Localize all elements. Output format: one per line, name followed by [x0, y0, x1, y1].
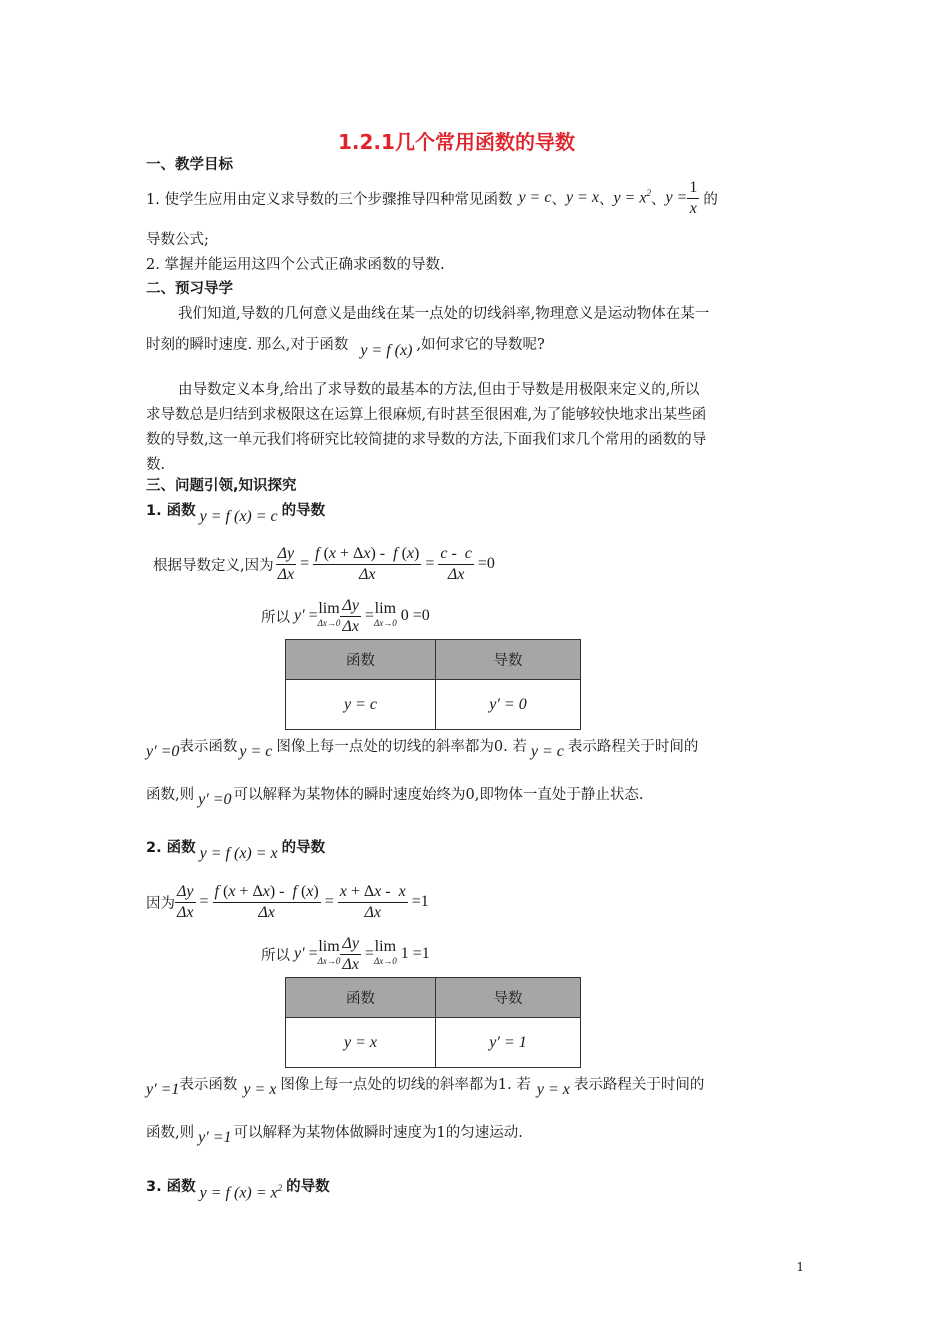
table-row — [286, 680, 581, 730]
formula-fx-x: y = f (x) = x — [199, 845, 278, 862]
fraction-dy-dx-limit: $\frac{\Delta y}{\Delta x}$ — [342, 596, 359, 635]
table-cell-function: y = x — [286, 1018, 436, 1068]
page-number: 1 — [796, 1260, 804, 1274]
q1-limit: 所以 y′ = lim Δx→0 $\frac{\Delta y}{\Delta x}$ = lim Δx→0 0 =0 — [261, 596, 430, 635]
formula-fraction-1-over-x: $\frac{1}{x}$ — [689, 178, 698, 217]
q2-derivative-table — [285, 977, 581, 1068]
limit-operator: lim Δx→0 — [317, 938, 341, 966]
table-header-function: 函数 — [286, 978, 436, 1018]
fraction-x-dx-minus-x: $\frac{x + \Delta x - x}{\Delta x}$ — [339, 882, 406, 921]
question-3-heading: 3. 函数 y = f $(x) = x^2$ 的导数 — [146, 1178, 330, 1202]
objective-item-1: 1. 使学生应用由定义求导数的三个步骤推导四种常见函数 y = c 、 y = x 、 $y = x^2$ 、 y = $\frac{1}{x}$ 的 — [146, 178, 718, 217]
table-cell-function: y = c — [286, 680, 436, 730]
table-header-row — [286, 640, 581, 680]
fraction-difference-quotient: $\frac{f (x + \Delta x) - f (x)}{\Delta x}$ — [315, 544, 420, 583]
paragraph-2-line-2: 求导数总是归结到求极限这在运算上很麻烦,有时甚至很困难,为了能够较快地求出某些函 — [146, 407, 707, 423]
fraction-dy-dx-limit: $\frac{\Delta y}{\Delta x}$ — [342, 934, 359, 973]
formula-y-x: y = x — [565, 189, 599, 206]
q2-explanation-line-2: 函数,则 y′ =1 可以解释为某物体做瞬时速度为1的匀速运动. — [146, 1124, 523, 1146]
q1-derivative-table — [285, 639, 581, 730]
table-header-derivative: 导数 — [436, 978, 581, 1018]
formula-fx-x2: y = f $(x) = x^2$ — [199, 1183, 283, 1202]
paragraph-2-line-3: 数的导数,这一单元我们将研究比较简捷的求导数的方法,下面我们求几个常用的函数的导 — [146, 432, 707, 448]
q2-derivation: 因为 $\frac{\Delta y}{\Delta x}$ = $\frac{f (x + \Delta x) - f (x)}{\Delta x}$ = $\frac{x + \Delta x - x}{\Delta x}$ =1 — [146, 882, 429, 921]
formula-y-x2: $y = x^2$ — [613, 188, 651, 207]
limit-operator: lim Δx→0 — [317, 600, 341, 628]
q2-limit: 所以 y′ = lim Δx→0 $\frac{\Delta y}{\Delta x}$ = lim Δx→0 1 =1 — [261, 934, 430, 973]
formula-y-c: y = c — [518, 189, 552, 206]
page-title: 1.2.1几个常用函数的导数 — [338, 130, 575, 154]
objective-item-2: 2. 掌握并能运用这四个公式正确求函数的导数. — [146, 257, 445, 273]
section-heading-exploration: 三、问题引领,知识探究 — [146, 478, 297, 494]
objective-1-text: 1. 使学生应用由定义求导数的三个步骤推导四种常见函数 — [146, 191, 513, 208]
table-header-function: 函数 — [286, 640, 436, 680]
formula-y-1x: y = — [665, 189, 688, 206]
section-heading-preview: 二、预习导学 — [146, 281, 233, 297]
paragraph-2-line-4: 数. — [146, 457, 166, 473]
table-header-derivative: 导数 — [436, 640, 581, 680]
fraction-difference-quotient: $\frac{f (x + \Delta x) - f (x)}{\Delta x}$ — [214, 882, 319, 921]
question-1-heading: 1. 函数 y = f (x) = c 的导数 — [146, 502, 326, 525]
formula-fx-c: y = f (x) = c — [199, 508, 278, 525]
table-header-row — [286, 978, 581, 1018]
q1-derivation: 根据导数定义,因为 $\frac{\Delta y}{\Delta x}$ = $\frac{f (x + \Delta x) - f (x)}{\Delta x}$ = $\frac{c - c}{\Delta x}$ =0 — [153, 544, 495, 583]
q2-explanation-line-1: y′ =1 表示函数 y = x 图像上每一点处的切线的斜率都为1. 若 y = x 表示路程关于时间的 — [146, 1076, 705, 1098]
q1-explanation-line-1: y′ =0 表示函数 y = c 图像上每一点处的切线的斜率都为0. 若 y = c 表示路程关于时间的 — [146, 738, 699, 760]
q1-explanation-line-2: 函数,则 y′ =0 可以解释为某物体的瞬时速度始终为0,即物体一直处于静止状态. — [146, 786, 644, 808]
fraction-dy-dx: $\frac{\Delta y}{\Delta x}$ — [277, 544, 295, 583]
question-2-heading: 2. 函数 y = f (x) = x 的导数 — [146, 839, 326, 862]
table-row — [286, 1018, 581, 1068]
section-heading-objectives: 一、教学目标 — [146, 157, 233, 173]
objective-1-continuation: 导数公式; — [146, 232, 209, 248]
fraction-c-minus-c: $\frac{c - c}{\Delta x}$ — [440, 544, 472, 583]
paragraph-1-line-1: 我们知道,导数的几何意义是曲线在某一点处的切线斜率,物理意义是运动物体在某一 — [178, 306, 710, 322]
table-cell-derivative: y′ = 0 — [436, 680, 581, 730]
table-cell-derivative: y′ = 1 — [436, 1018, 581, 1068]
fraction-dy-dx: $\frac{\Delta y}{\Delta x}$ — [177, 882, 194, 921]
paragraph-2-line-1: 由导数定义本身,给出了求导数的最基本的方法,但由于导数是用极限来定义的,所以 — [178, 382, 700, 398]
formula-y-fx: y = f (x) — [360, 342, 413, 359]
paragraph-1-line-2: 时刻的瞬时速度. 那么,对于函数 y = f (x) ,如何求它的导数呢? — [146, 336, 545, 359]
